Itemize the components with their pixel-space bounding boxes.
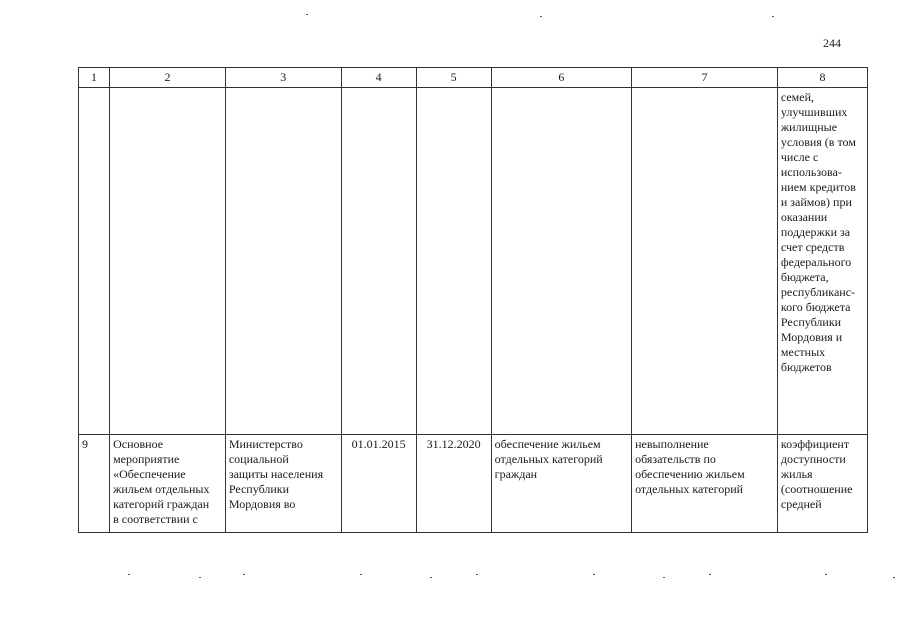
- indicator-cell: [777, 435, 867, 533]
- scan-speck: [243, 574, 245, 575]
- column-number-cell: 7: [632, 68, 778, 88]
- column-number-cell: 8: [777, 68, 867, 88]
- program-table: [78, 67, 868, 533]
- table-cell: [79, 88, 110, 435]
- scan-speck: [663, 577, 665, 578]
- executor-text: Министерство социальной защиты населения Республики Мордовия во: [228, 437, 324, 511]
- scan-speck: [306, 14, 308, 15]
- scan-speck: [772, 16, 774, 17]
- column-number-cell: 2: [110, 68, 226, 88]
- row-number-cell: 9: [79, 435, 110, 533]
- column-number-cell: 3: [225, 68, 341, 88]
- indicator-continuation-cell: семей, улучшивших жилищные условия (в том числе с использова- нием кредитов и займов) при оказании поддержки за счет средств федерального бюджета, республиканс- кого бюджета Республики Мордовия и местных бюджетов: [777, 88, 867, 435]
- end-date-cell: 31.12.2020: [416, 435, 491, 533]
- page-number: 244: [823, 36, 841, 50]
- measure-text: Основное мероприятие «Обеспечение жильем отдельных категорий граждан в соответствии с: [113, 437, 210, 526]
- table-row: [79, 435, 868, 533]
- indicator-text: коэффициент доступности жилья (соотношение средней: [780, 437, 853, 511]
- table-cell: [632, 88, 778, 435]
- scan-speck: [199, 577, 201, 578]
- column-number-row: [79, 68, 868, 88]
- scan-speck: [430, 577, 432, 578]
- scan-speck: [709, 574, 711, 575]
- column-number-cell: 1: [79, 68, 110, 88]
- start-date-cell: 01.01.2015: [341, 435, 416, 533]
- column-number-cell: 6: [491, 68, 631, 88]
- table-cell: [416, 88, 491, 435]
- measure-cell: [110, 435, 226, 533]
- scan-speck: [540, 16, 542, 17]
- scan-speck: [825, 574, 827, 575]
- scan-speck: [360, 574, 362, 575]
- table-cell: [225, 88, 341, 435]
- executor-cell: [225, 435, 341, 533]
- table-row: [79, 88, 868, 435]
- scan-speck: [893, 577, 895, 578]
- consequences-cell: невыполнение обязательств по обеспечению жильем отдельных категорий: [632, 435, 778, 533]
- table-cell: [341, 88, 416, 435]
- table-cell: [110, 88, 226, 435]
- scan-speck: [476, 574, 478, 575]
- column-number-cell: 5: [416, 68, 491, 88]
- table-cell: [491, 88, 631, 435]
- scan-speck: [128, 574, 130, 575]
- column-number-cell: 4: [341, 68, 416, 88]
- scan-speck: [593, 574, 595, 575]
- result-cell: обеспечение жильем отдельных категорий граждан: [491, 435, 631, 533]
